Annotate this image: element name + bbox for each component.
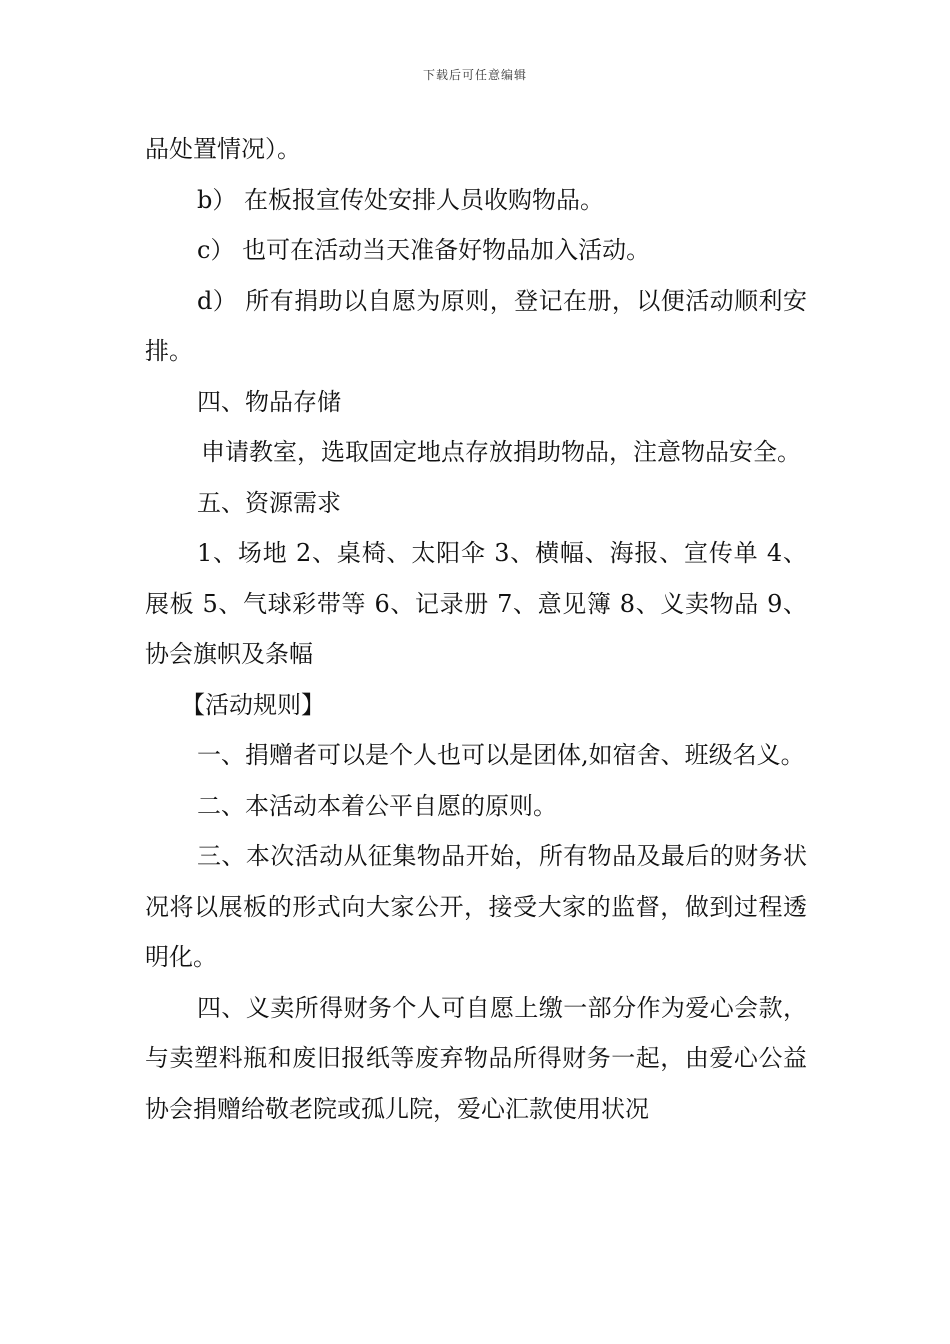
paragraph-storage: 申请教室，选取固定地点存放捐助物品，注意物品安全。 — [201, 438, 801, 466]
paragraph-rule-1: 一、捐赠者可以是个人也可以是团体,如宿舍、班级名义。 — [197, 741, 805, 769]
paragraph-item-b: b） 在板报宣传处安排人员收购物品。 — [197, 185, 604, 214]
paragraph-rule-3: 三、本次活动从征集物品开始，所有物品及最后的财务状况将以展板的形式向大家公开，接受大家的监督，做到过程透明化。 — [145, 842, 807, 971]
document-body — [145, 124, 807, 1134]
paragraph-item-c: c） 也可在活动当天准备好物品加入活动。 — [197, 236, 651, 264]
paragraph-resources: 1、场地 2、桌椅、太阳伞 3、横幅、海报、宣传单 4、展板 5、气球彩带等 6、记录册 7、意见簿 8、义卖物品 9、协会旗帜及条幅 — [145, 539, 807, 668]
section-heading-resources: 五、资源需求 — [197, 488, 341, 517]
section-heading-storage: 四、物品存储 — [197, 387, 341, 416]
page-header: 下载后可任意编辑 — [422, 68, 527, 82]
paragraph-rule-2: 二、本活动本着公平自愿的原则。 — [197, 791, 557, 820]
section-heading-rules: 【活动规则】 — [181, 690, 325, 719]
paragraph-continued: 品处置情况）。 — [145, 135, 301, 163]
paragraph-item-d: d） 所有捐助以自愿为原则，登记在册，以便活动顺利安排。 — [145, 286, 807, 365]
paragraph-rule-4: 四、义卖所得财务个人可自愿上缴一部分作为爱心会款，与卖塑料瓶和废旧报纸等废弃物品所得财务一起，由爱心公益协会捐赠给敬老院或孤儿院，爱心汇款使用状况 — [145, 993, 807, 1123]
